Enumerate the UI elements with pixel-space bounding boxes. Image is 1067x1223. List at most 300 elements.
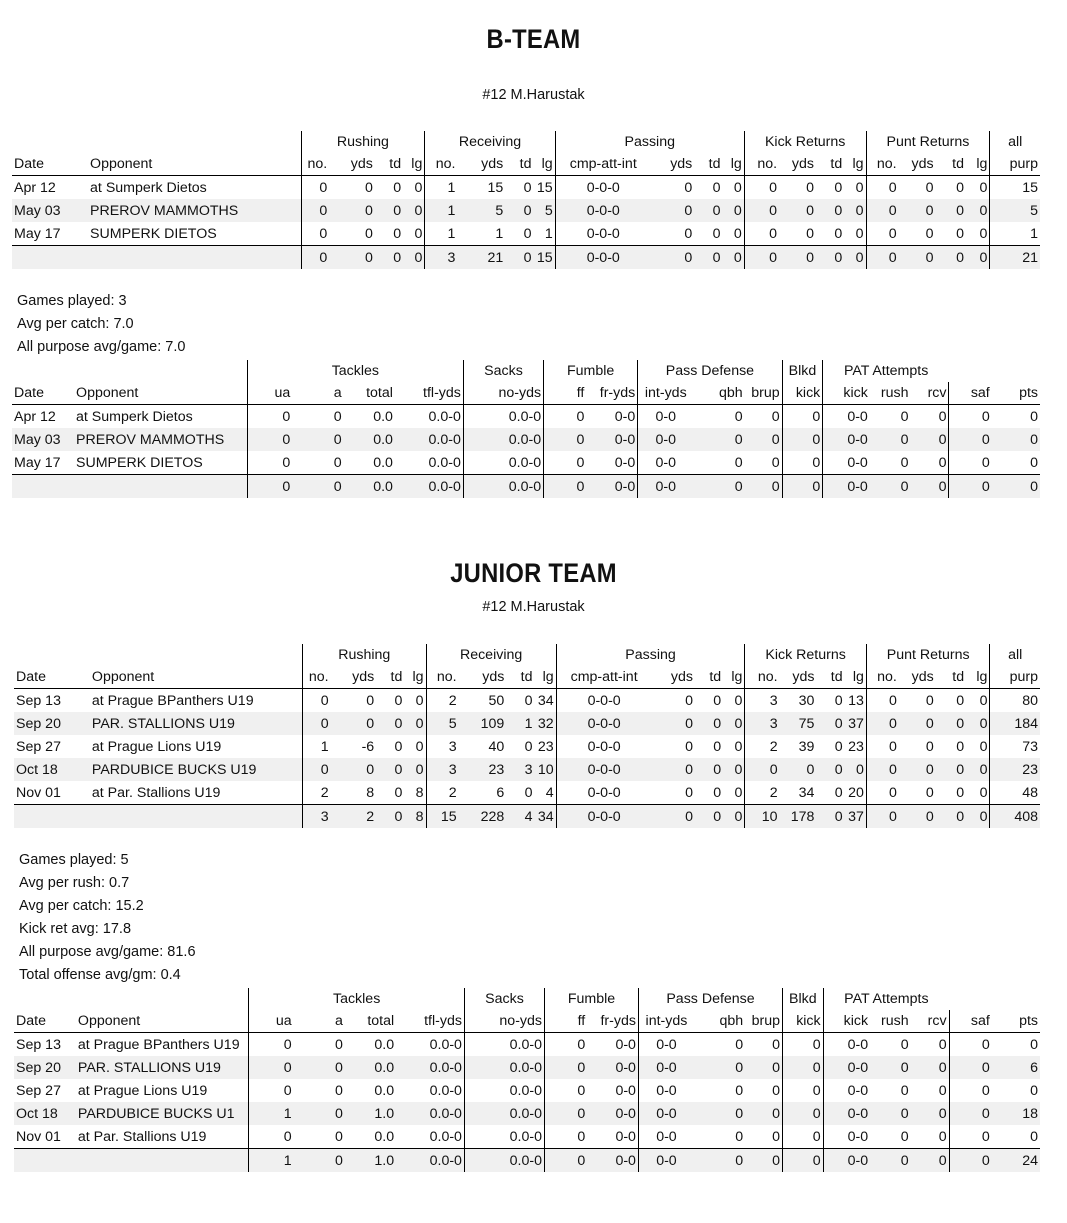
opponent-cell: at Par. Stallions U19 [76,1125,249,1149]
stat-cell: 0 [723,758,745,781]
group-label: PAT Attempts [823,988,949,1010]
stat-cell: 0 [911,1125,949,1149]
column-header: Opponent [90,666,303,689]
column-header: Date [12,153,88,176]
stat-cell: 0 [745,428,782,451]
stat-cell: 0.0-0 [396,1125,464,1149]
total-cell: 0-0 [823,475,870,499]
stat-cell: 0 [364,225,373,242]
stat-cell: 0.0-0 [463,428,543,451]
stat-cell: 0 [911,1079,949,1102]
stat-cell: 1 [495,225,504,242]
table-row [14,689,1040,713]
group-header-row [12,131,1040,153]
stat-cell: 5 [457,199,505,222]
stat-cell: 0 [783,1125,824,1149]
stat-cell: 10 [534,758,556,781]
stat-cell: 0 [712,179,721,196]
stat-cell: 0 [816,758,844,781]
total-cell: 0 [329,246,375,270]
note-line: Kick ret avg: 17.8 [19,921,132,937]
stat-cell: 1 [249,1102,294,1125]
stat-cell: 0-0 [823,1056,870,1079]
total-cell: 15 [426,805,459,829]
stat-cell: 0 [745,1056,782,1079]
column-header: int-yds [638,1010,694,1033]
column-header: yds [651,153,694,176]
total-cell: 0 [966,246,990,270]
stat-cell: 0 [333,454,342,471]
stat-cell: 0 [335,1036,343,1053]
stat-cell: 184 [990,712,1040,735]
defense-table-junior-team [14,988,1040,1172]
column-header-row [12,382,1040,405]
stat-cell: 0 [319,225,328,242]
total-cell: 0 [949,1149,992,1173]
stat-cell: 0 [816,199,844,222]
date-cell: Apr 12 [14,179,56,196]
stat-cell: 0.0-0 [464,1033,544,1057]
stat-cell: 0 [816,712,844,735]
stat-cell: 0 [723,176,745,200]
total-cell: 0 [723,246,745,270]
stat-cell: 0 [403,222,425,246]
group-label: Punt Returns [866,644,990,666]
stat-cell: 0 [376,712,404,735]
stat-cell: 0 [375,199,403,222]
total-cell: 0 [936,805,966,829]
column-header: cmp-att-int [555,153,651,176]
note-line: All purpose avg/game: 81.6 [19,944,196,960]
stat-cell: 1 [447,225,456,242]
group-label: Blkd [783,988,824,1010]
column-header-row [14,1010,1040,1033]
stat-cell: 0.0-0 [395,405,463,429]
stat-cell: 0 [900,1128,909,1145]
total-cell: 0.0-0 [464,1149,544,1173]
stat-cell: 0 [992,428,1040,451]
stat-cell: 1 [447,179,456,196]
stat-cell: 0 [899,712,936,735]
column-header: no. [745,666,780,689]
date-cell: Nov 01 [16,784,61,801]
column-header: lg [966,666,990,689]
stat-cell: 1 [425,199,458,222]
stat-cell: 0 [949,1056,992,1079]
total-cell: 0-0 [638,475,694,499]
stat-cell: 0-0-0 [556,712,651,735]
opponent-cell: at Sumperk Dietos [88,176,301,200]
stat-cell: 0 [1030,408,1038,425]
column-header: int-yds [638,382,694,405]
stat-cell: 0 [745,1102,782,1125]
stat-cell: 0.0 [374,1128,395,1145]
stat-cell: 0 [283,1082,292,1099]
column-header: kick [783,1010,824,1033]
total-cell: 0 [783,1149,824,1173]
stat-cell: 0 [1030,454,1038,471]
opponent-cell: at Prague Lions U19 [76,1079,249,1102]
stat-cell: 0-0-0 [587,784,621,801]
total-cell: 0.0-0 [395,475,463,499]
group-label: Tackles [249,988,465,1010]
stat-cell: 0 [283,1128,292,1145]
column-header: yds [329,153,375,176]
column-header: no-yds [464,1010,544,1033]
stat-cell: 0 [695,758,723,781]
total-cell: 0 [723,805,745,829]
date-cell: Sep 27 [16,738,61,755]
note-line: Games played: 5 [19,852,129,868]
column-header: td [375,153,403,176]
stat-cell: 0 [888,179,897,196]
total-cell: 3 [302,805,330,829]
stat-cell: 0 [685,738,693,755]
column-header: Date [14,1010,76,1033]
stat-cell: 0.0-0 [396,1079,464,1102]
stat-cell: 0 [888,225,897,242]
group-label: Blkd [782,360,823,382]
stat-cell: 0 [544,428,587,451]
stat-cell: 0-0-0 [587,738,621,755]
stat-cell: 0 [966,222,990,246]
stat-cell: 0 [782,451,823,475]
column-header: lg [966,153,990,176]
stat-cell: 0 [695,712,723,735]
stat-cell: 0.0-0 [396,1056,464,1079]
column-header: ua [249,1010,294,1033]
column-header: yds [331,666,377,689]
stat-cell: 0 [949,1102,992,1125]
stat-cell: 0 [393,225,402,242]
stat-cell: 37 [845,712,867,735]
stat-cell: 0-0 [847,454,868,471]
total-cell: 15 [533,246,555,270]
stat-cell: 0 [301,199,329,222]
stat-cell: 0-0 [656,1082,677,1099]
column-header: td [694,153,722,176]
date-cell: Sep 20 [14,712,90,735]
stat-cell: 5 [533,199,555,222]
stat-cell: 0 [899,199,936,222]
stat-cell: 0 [834,692,843,709]
group-label: Pass Defense [638,360,782,382]
totals-row [14,805,1040,829]
total-cell [14,1149,76,1173]
stat-cell: 0 [524,738,533,755]
stat-cell: 0 [652,712,695,735]
stat-cell: 0 [844,222,866,246]
total-cell: 0 [816,805,844,829]
table-row [12,222,1040,246]
total-cell: 0 [651,246,694,270]
stat-cell: 0 [981,1036,990,1053]
stat-cell: 0.0 [345,1056,396,1079]
stat-cell: 0-0 [587,1033,638,1057]
stat-cell: 0 [834,179,843,196]
stat-cell: 0 [1030,1036,1038,1053]
stat-cell: 0 [331,712,377,735]
column-header: yds [899,666,936,689]
date-cell: May 17 [14,225,61,242]
stat-cell: 0 [404,689,426,713]
stat-cell: 0 [966,176,990,200]
total-cell: 0 [292,475,343,499]
column-header: rcv [910,382,949,405]
total-cell: 0 [911,1149,949,1173]
stat-cell: 80 [1022,692,1038,709]
stat-cell: 2 [320,784,329,801]
total-cell: 0 [745,475,782,499]
stat-cell: 0-0 [847,1036,869,1053]
stat-cell: 1 [1030,225,1038,242]
stat-cell: 0 [394,692,403,709]
table-row [12,176,1040,200]
stat-cell: 0.0-0 [395,428,463,451]
stat-cell: 0 [685,784,693,801]
stat-cell: 6 [496,784,505,801]
stat-cell: 0 [769,179,778,196]
total-cell: 10 [745,805,780,829]
total-cell: 0 [745,1149,782,1173]
note-line: All purpose avg/game: 7.0 [17,339,186,355]
date-cell: Sep 13 [16,1036,61,1053]
stat-cell: 0 [870,1056,911,1079]
column-header: no. [425,153,458,176]
total-cell: 0 [505,246,533,270]
stat-cell: 0 [331,758,377,781]
note-line: Games played: 3 [17,293,127,309]
column-header: tfl-yds [395,382,463,405]
stat-cell: 0 [956,784,965,801]
column-header: kick [823,1010,870,1033]
stat-cell: 0 [283,1036,292,1053]
column-header: Opponent [88,153,301,176]
stat-cell: 0 [936,758,966,781]
total-cell: 24 [992,1149,1040,1173]
total-cell: 0-0 [638,1149,694,1173]
column-header: td [505,153,533,176]
stat-cell: 0 [806,179,814,196]
stat-cell: 0 [576,408,585,425]
stat-cell: 0 [694,199,722,222]
stat-cell: 0 [745,758,780,781]
stat-cell: 0 [966,735,990,758]
stat-cell: 0 [734,408,743,425]
stat-cell: 0 [925,179,934,196]
stat-cell: 0 [404,758,426,781]
stat-cell: 0 [911,1033,949,1057]
total-cell: 0 [899,805,936,829]
column-header: pts [992,382,1040,405]
total-cell [14,805,90,829]
stat-cell: 0 [576,454,585,471]
stat-cell: 0 [735,1082,744,1099]
column-header: yds [652,666,695,689]
stat-cell: 0 [966,758,990,781]
total-cell: 2 [331,805,377,829]
stat-cell: 3 [769,692,778,709]
column-header: ff [545,1010,588,1033]
total-cell: 0-0 [823,1149,870,1173]
stat-cell: 0 [745,451,782,475]
stat-cell: 0 [404,735,426,758]
stat-cell: 0.0 [344,428,395,451]
stat-cell: 34 [534,689,556,713]
stat-cell: 0-0-0 [555,199,651,222]
stat-cell: 0-0 [638,1102,694,1125]
stat-cell: 0 [900,454,909,471]
stat-cell: 0 [744,199,779,222]
column-header: brup [745,1010,782,1033]
stat-cell: 0 [1030,1128,1038,1145]
table-row [14,1079,1040,1102]
total-cell: 1.0 [345,1149,396,1173]
section-title-b-team: B-TEAM [486,24,581,54]
stat-cell: 0-0 [655,408,677,425]
total-cell: 0 [782,475,823,499]
column-header: td [936,153,966,176]
stat-cell: 1 [320,738,329,755]
total-cell: 178 [780,805,817,829]
group-label: PAT Attempts [823,360,949,382]
total-cell: 21 [457,246,505,270]
stat-cell: 75 [780,712,817,735]
stat-cell: 0.0-0 [396,1033,464,1057]
total-cell: 0-0-0 [555,246,651,270]
stat-cell: 0 [577,1128,586,1145]
group-label: Receiving [425,131,555,153]
table-row [14,712,1040,735]
stat-cell: 0 [745,1033,782,1057]
stat-cell: 0.0-0 [464,1102,544,1125]
total-cell: 0 [694,1149,745,1173]
stat-cell: 0 [845,758,867,781]
column-header: lg [844,153,866,176]
stat-cell: 0 [783,1033,824,1057]
total-cell: 37 [845,805,867,829]
total-cell: 0 [936,246,966,270]
stat-cell: 0.0 [373,408,393,425]
opponent-cell: PREROV MAMMOTHS [74,428,247,451]
stat-cell: 0.0 [373,454,393,471]
stat-cell: 0 [910,451,949,475]
total-cell: 0 [866,805,899,829]
total-cell: 0 [693,475,744,499]
stat-cell: 0.0 [374,1036,395,1053]
stat-cell: 0 [1030,1082,1038,1099]
stat-cell: 3 [745,712,780,735]
opponent-cell: PARDUBICE BUCKS U1 [76,1102,249,1125]
column-header: no. [426,666,459,689]
player-name: #12 M.Harustak [482,599,585,615]
column-header: Date [12,382,74,405]
group-label: all [990,644,1040,666]
stat-cell: 23 [845,735,867,758]
stat-cell: 0 [524,784,533,801]
table-row [14,758,1040,781]
stat-cell: 15 [533,176,555,200]
stat-cell: 0 [936,199,966,222]
stat-cell: 0 [735,1036,744,1053]
column-header: yds [779,153,816,176]
stat-cell: 0 [292,428,343,451]
total-cell: 0 [899,246,936,270]
total-cell: 0 [866,246,899,270]
offense-table-b-team [12,131,1040,269]
total-cell: 0 [544,475,587,499]
total-cell: 1 [249,1149,294,1173]
table-row [12,405,1040,429]
column-header: td [936,666,966,689]
stat-cell: 0-0 [586,405,637,429]
stat-cell: 0 [302,758,330,781]
date-cell: Sep 20 [14,1056,76,1079]
total-cell [12,246,88,270]
total-cell: 408 [990,805,1040,829]
column-header: no. [866,666,899,689]
total-cell: 0 [247,475,292,499]
date-cell: Sep 13 [16,692,61,709]
stat-cell: 0-0 [587,1125,638,1149]
column-header: a [294,1010,345,1033]
column-header: no. [744,153,779,176]
date-cell: May 03 [12,199,88,222]
stat-cell: 0 [685,692,693,709]
stat-cell: 0 [684,225,693,242]
total-cell: 0.0 [344,475,395,499]
stat-cell: 2 [769,784,778,801]
column-header: cmp-att-int [556,666,651,689]
total-cell: 0 [816,246,844,270]
stat-cell: 18 [992,1102,1040,1125]
column-header: brup [745,382,782,405]
stat-cell: 1 [506,712,534,735]
column-header: lg [723,153,745,176]
stat-cell: 0-0 [656,1128,677,1145]
group-label: Pass Defense [638,988,782,1010]
stat-cell: 0 [282,408,291,425]
stat-cell: 1.0 [345,1102,396,1125]
table-row [12,428,1040,451]
total-cell: 0 [966,805,990,829]
stat-cell: 0 [870,1102,911,1125]
stat-cell: 0 [783,1056,824,1079]
stat-cell: 0 [713,738,722,755]
column-header: a [292,382,343,405]
total-cell: 21 [990,246,1040,270]
stat-cell: 0 [936,712,966,735]
total-cell: 0 [403,246,425,270]
group-label: Sacks [464,988,544,1010]
table-row [14,735,1040,758]
stat-cell: 0 [684,179,693,196]
stat-cell: 0 [844,176,866,200]
stat-cell: 0 [870,428,911,451]
stat-cell: 0 [335,1082,343,1099]
total-cell [90,805,303,829]
group-header-row [14,988,1040,1010]
stat-cell: 0 [866,199,899,222]
group-header-row [14,644,1040,666]
stat-cell: 0 [900,1082,909,1099]
group-label: Passing [556,644,745,666]
stat-cell: 0 [925,225,934,242]
group-label: Fumble [544,360,638,382]
column-header: yds [459,666,507,689]
stat-cell: 30 [798,692,815,709]
stat-cell: 0-0 [656,1036,677,1053]
